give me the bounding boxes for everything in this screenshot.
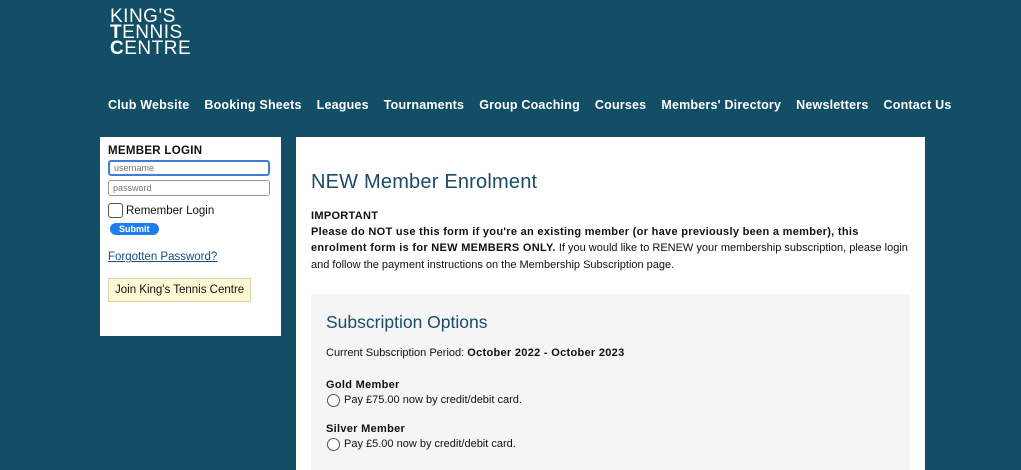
submit-button[interactable]: Submit: [110, 223, 159, 235]
join-button[interactable]: Join King's Tennis Centre: [108, 278, 251, 302]
main-nav: [108, 98, 967, 112]
gold-member-title: Gold Member: [326, 378, 400, 391]
subscription-period-value: October 2022 - October 2023: [467, 346, 625, 359]
notice-rest-text: If you would like to RENEW your membership subscription, please login and follow the payment instructions on the Membership Subscription page.: [311, 242, 908, 271]
username-input[interactable]: [108, 160, 270, 176]
remember-login-row: [108, 203, 273, 218]
remember-login-checkbox[interactable]: [108, 203, 123, 218]
subscription-period: Current Subscription Period: October 2022 - October 2023: [326, 346, 625, 359]
notice-text: [311, 224, 910, 273]
silver-member-option-text[interactable]: Pay £5.00 now by credit/debit card.: [344, 438, 516, 451]
gold-member-option[interactable]: [326, 394, 895, 407]
password-input[interactable]: [108, 180, 270, 196]
important-label: IMPORTANT: [311, 210, 379, 222]
nav-club-website[interactable]: Club Website: [108, 98, 190, 112]
nav-leagues[interactable]: Leagues: [316, 98, 369, 112]
club-logo[interactable]: [110, 6, 192, 59]
login-heading: MEMBER LOGIN: [108, 145, 203, 157]
silver-member-radio[interactable]: [327, 438, 340, 451]
page-title: NEW Member Enrolment: [311, 171, 538, 193]
enrolment-content: [296, 137, 925, 470]
subscription-options: [311, 294, 910, 470]
subscription-heading: Subscription Options: [326, 311, 488, 332]
member-login-panel: [100, 137, 281, 336]
nav-newsletters[interactable]: Newsletters: [796, 98, 869, 112]
remember-login-label[interactable]: Remember Login: [126, 204, 215, 217]
nav-tournaments[interactable]: Tournaments: [383, 98, 465, 112]
silver-member-title: Silver Member: [326, 422, 406, 435]
notice-bold-text: Please do NOT use this form if you're an existing member (or have previously been a member), this enrolment form is for NEW MEMBERS ONLY.: [311, 226, 859, 255]
gold-member-option-text[interactable]: Pay £75.00 now by credit/debit card.: [344, 394, 522, 407]
nav-contact-us[interactable]: Contact Us: [883, 98, 952, 112]
logo-line-3: CENTRE: [110, 38, 192, 59]
nav-members-directory[interactable]: Members' Directory: [661, 98, 782, 112]
enrolment-notice: [311, 208, 910, 273]
gold-member-radio[interactable]: [327, 394, 340, 407]
logo-line-1: KING'S: [110, 6, 176, 27]
nav-group-coaching[interactable]: Group Coaching: [479, 98, 580, 112]
nav-booking-sheets[interactable]: Booking Sheets: [204, 98, 302, 112]
nav-courses[interactable]: Courses: [594, 98, 647, 112]
silver-member-option[interactable]: [326, 438, 895, 451]
forgot-password-link[interactable]: Forgotten Password?: [108, 251, 218, 263]
logo-line-2: TENNIS: [110, 22, 183, 43]
